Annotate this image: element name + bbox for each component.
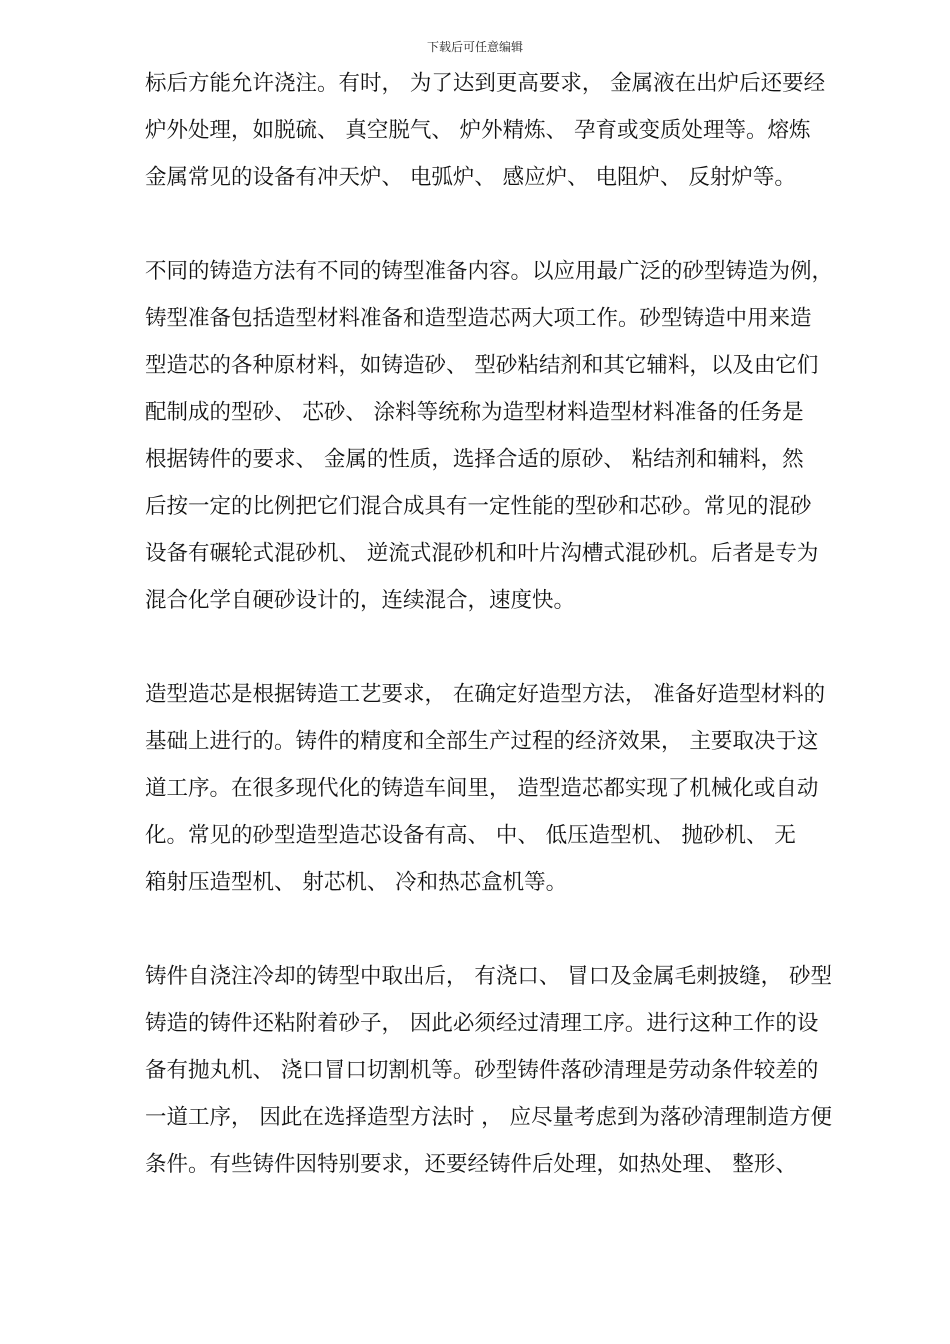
text-line: 条件。有些铸件因特别要求，还要经铸件后处理，如热处理、 整形、 xyxy=(145,1152,797,1177)
text-line: 基础上进行的。铸件的精度和全部生产过程的经济效果， 主要取决于这 xyxy=(145,729,819,754)
text-line: 铸型准备包括造型材料准备和造型造芯两大项工作。砂型铸造中用来造 xyxy=(145,306,812,331)
paragraph-1 xyxy=(145,60,873,201)
text-line: 配制成的型砂、 芯砂、 涂料等统称为造型材料造型材料准备的任务是 xyxy=(145,400,804,425)
paragraph-4 xyxy=(145,953,873,1188)
text-line: 根据铸件的要求、 金属的性质，选择合适的原砂、 粘结剂和辅料，然 xyxy=(145,447,804,472)
text-line: 标后方能允许浇注。有时， 为了达到更高要求， 金属液在出炉后还要经 xyxy=(145,71,826,96)
text-line: 化。常见的砂型造型造芯设备有高、 中、 低压造型机、 抛砂机、 无 xyxy=(145,823,796,848)
text-line: 金属常见的设备有冲天炉、 电弧炉、 感应炉、 电阻炉、 反射炉等。 xyxy=(145,165,796,190)
paragraph-3 xyxy=(145,671,873,906)
page-header: 下载后可任意编辑 xyxy=(426,40,523,54)
text-line: 铸造的铸件还粘附着砂子， 因此必须经过清理工序。进行这种工作的设 xyxy=(145,1011,819,1036)
text-line: 备有抛丸机、 浇口冒口切割机等。砂型铸件落砂清理是劳动条件较差的 xyxy=(145,1058,819,1083)
text-line: 造型造芯是根据铸造工艺要求， 在确定好造型方法， 准备好造型材料的 xyxy=(145,682,826,707)
text-line: 炉外处理，如脱硫、 真空脱气、 炉外精炼、 孕育或变质处理等。熔炼 xyxy=(145,118,811,143)
text-line: 后按一定的比例把它们混合成具有一定性能的型砂和芯砂。常见的混砂 xyxy=(145,494,812,519)
document-body xyxy=(145,60,873,1188)
text-line: 设备有碾轮式混砂机、 逆流式混砂机和叶片沟槽式混砂机。后者是专为 xyxy=(145,541,819,566)
text-line: 箱射压造型机、 射芯机、 冷和热芯盒机等。 xyxy=(145,870,568,895)
text-line: 混合化学自硬砂设计的，连续混合，速度快。 xyxy=(145,588,576,613)
text-line: 一道工序， 因此在选择造型方法时 ， 应尽量考虑到为落砂清理制造方便 xyxy=(145,1105,833,1130)
text-line: 铸件自浇注冷却的铸型中取出后， 有浇口、 冒口及金属毛刺披缝， 砂型 xyxy=(145,964,833,989)
text-line: 型造芯的各种原材料，如铸造砂、 型砂粘结剂和其它辅料，以及由它们 xyxy=(145,353,819,378)
paragraph-2 xyxy=(145,248,873,624)
text-line: 道工序。在很多现代化的铸造车间里， 造型造芯都实现了机械化或自动 xyxy=(145,776,819,801)
text-line: 不同的铸造方法有不同的铸型准备内容。以应用最广泛的砂型铸造为例， xyxy=(145,259,834,284)
